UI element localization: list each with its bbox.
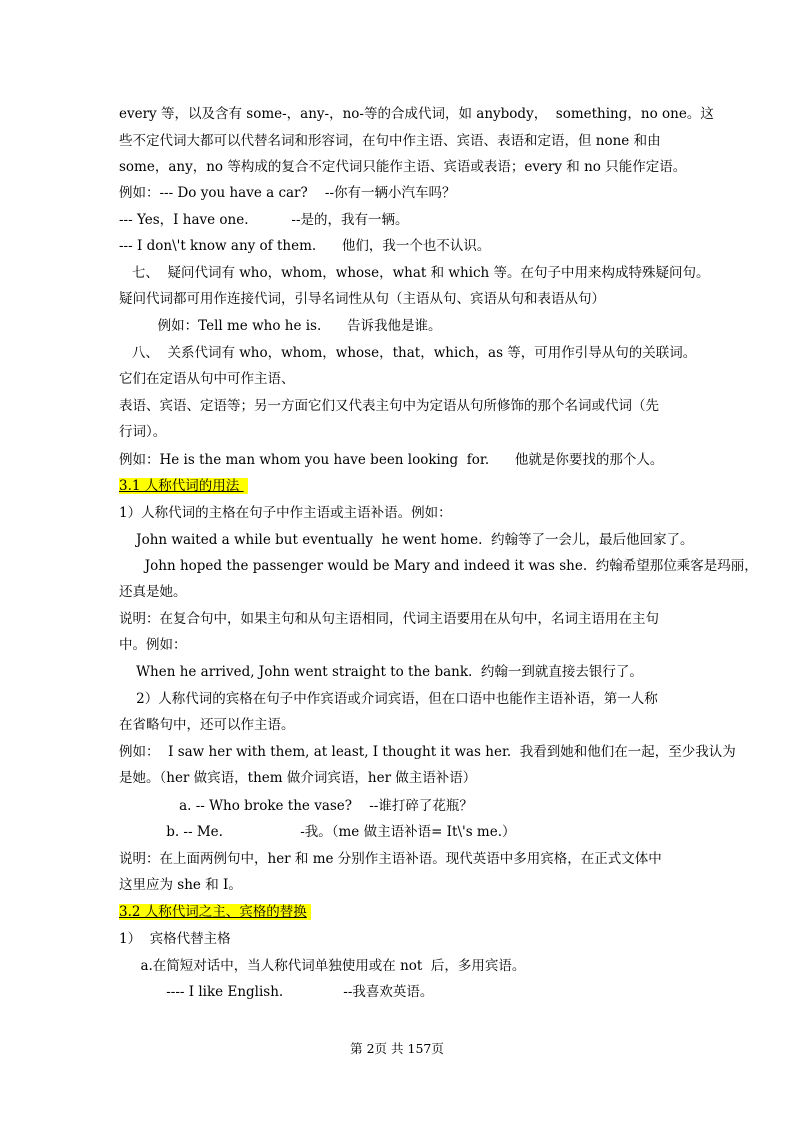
section-heading-3-2 (119, 902, 311, 922)
text-line: 例如： I saw her with them, at least, I thought it was her. 我看到她和他们在一起，至少我认为 (119, 744, 736, 760)
text-line: 1） 宾格代替主格 (119, 931, 231, 947)
text-line: a. -- Who broke the vase? --谁打碎了花瓶？ (119, 798, 473, 814)
text-line: John waited a while but eventually he went home. 约翰等了一会儿，最后他回家了。 (119, 532, 694, 548)
text-line: 它们在定语从句中可作主语、 (119, 371, 295, 387)
text-line: 说明：在复合句中，如果主句和从句主语相同，代词主语要用在从句中，名词主语用在主句 (119, 611, 659, 627)
text-line: John hoped the passenger would be Mary and indeed it was she. 约翰希望那位乘客是玛丽， (119, 558, 758, 574)
text-line: When he arrived, John went straight to the bank. 约翰一到就直接去银行了。 (119, 664, 643, 680)
text-line: 这里应为 she 和 I。 (119, 877, 242, 893)
text-line: 些不定代词大都可以代替名词和形容词，在句中作主语、宾语、表语和定语，但 none 和由 (119, 133, 661, 149)
text-line: 例如：Tell me who he is. 告诉我他是谁。 (119, 318, 442, 334)
text-line: 表语、宾语、定语等；另一方面它们又代表主句中为定语从句所修饰的那个名词或代词（先 (119, 398, 659, 414)
text-line: 七、 疑问代词有 who，whom，whose，what 和 which 等。在句子中用来构成特殊疑问句。 (119, 265, 710, 281)
text-line: b. -- Me. -我。（me 做主语补语= It\'s me.） (119, 824, 516, 840)
text-line: --- I don\'t know any of them. 他们，我一个也不认识。 (119, 238, 491, 254)
text-line: 1）人称代词的主格在句子中作主语或主语补语。例如： (119, 505, 452, 521)
text-line: 行词）。 (119, 424, 167, 440)
text-line: 疑问代词都可用作连接代词，引导名词性从句（主语从句、宾语从句和表语从句） (119, 291, 605, 307)
text-line: 八、 关系代词有 who，whom，whose，that，which，as 等，可用作引导从句的关联词。 (119, 345, 697, 361)
text-line: 中。例如： (119, 637, 187, 653)
section-heading-text: 3.1 人称代词的用法 (119, 478, 248, 494)
page-footer: 第 2页 共 157页 (350, 1041, 444, 1056)
text-line: 是她。（her 做宾语，them 做介词宾语，her 做主语补语） (119, 770, 477, 786)
text-line: 在省略句中，还可以作主语。 (119, 717, 295, 733)
text-line: 例如：He is the man whom you have been looking for. 他就是你要找的那个人。 (119, 452, 664, 468)
text-line: 说明：在上面两例句中，her 和 me 分别作主语补语。现代英语中多用宾格，在正式文体中 (119, 851, 662, 867)
section-heading-text: 3.2 人称代词之主、宾格的替换 (119, 904, 311, 920)
text-line: every 等，以及含有 some-，any-，no-等的合成代词，如 anybody， something，no one。这 (119, 106, 714, 122)
text-line: a.在简短对话中，当人称代词单独使用或在 not 后，多用宾语。 (119, 958, 526, 974)
text-line: ---- I like English. --我喜欢英语。 (119, 984, 434, 1000)
text-line: 例如：--- Do you have a car? --你有一辆小汽车吗？ (119, 185, 456, 201)
text-line: --- Yes，I have one. --是的，我有一辆。 (119, 212, 409, 228)
text-line: 还真是她。 (119, 584, 187, 600)
text-line: 2）人称代词的宾格在句子中作宾语或介词宾语，但在口语中也能作主语补语，第一人称 (119, 691, 658, 707)
section-heading-3-1 (119, 476, 248, 496)
text-line: some，any，no 等构成的复合不定代词只能作主语、宾语或表语；every 和 no 只能作定语。 (119, 159, 687, 175)
